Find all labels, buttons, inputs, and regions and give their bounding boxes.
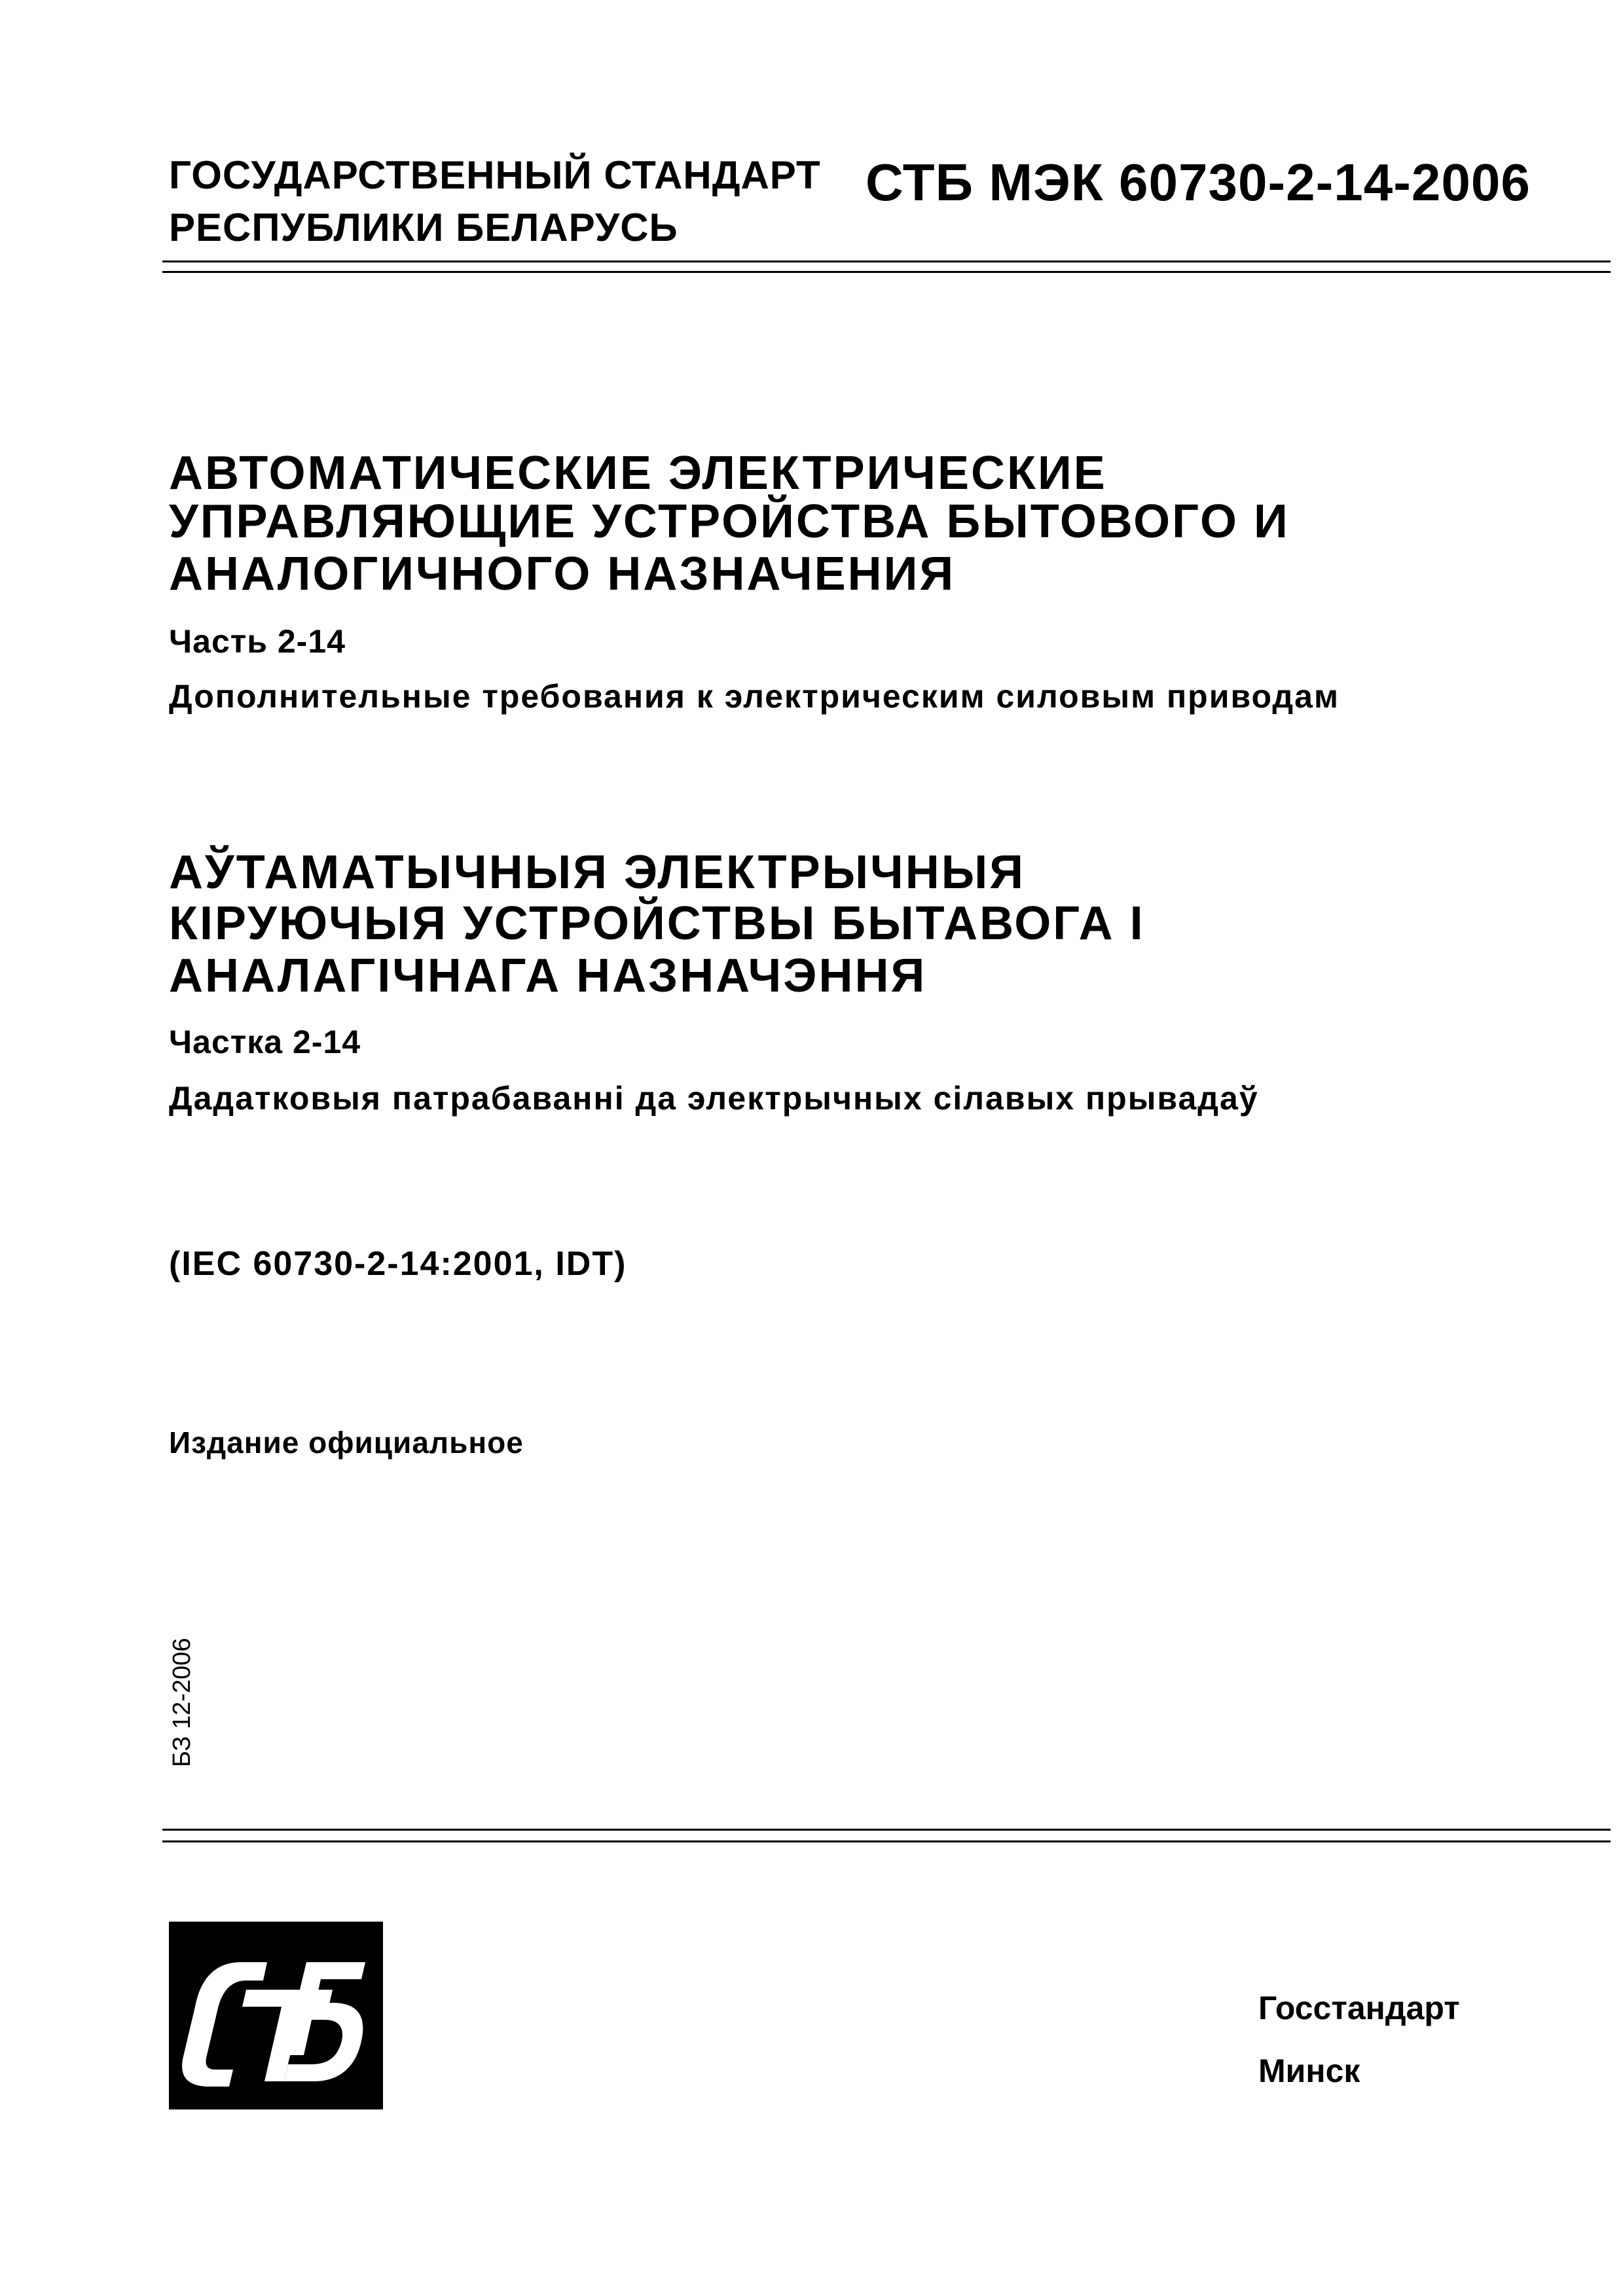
part-ru: Часть 2-14 [169,623,346,660]
title-be-line-2: КІРУЮЧЫЯ УСТРОЙСТВЫ БЫТАВОГА І [169,897,1145,950]
standard-authority [169,149,821,254]
title-ru-line-1: АВТОМАТИЧЕСКИЕ ЭЛЕКТРИЧЕСКИЕ [169,447,1107,499]
footer-divider-bottom [162,1840,1611,1842]
title-ru-line-2: УПРАВЛЯЮЩИЕ УСТРОЙСТВА БЫТОВОГО И [169,495,1290,548]
title-be-line-3: АНАЛАГІЧНАГА НАЗНАЧЭННЯ [169,950,927,1002]
standard-designation: СТБ МЭК 60730-2-14-2006 [866,153,1531,211]
authority-line-1: ГОСУДАРСТВЕННЫЙ СТАНДАРТ [169,153,821,197]
footer-divider-top [162,1829,1611,1831]
authority-line-2: РЕСПУБЛИКИ БЕЛАРУСЬ [169,206,678,249]
header-divider-top [162,260,1611,262]
title-ru-line-3: АНАЛОГИЧНОГО НАЗНАЧЕНИЯ [169,548,956,600]
publisher [1258,1977,1460,2102]
publisher-name: Госстандарт [1258,1990,1460,2026]
stb-logo-icon [169,1922,383,2109]
edition-note: Издание официальное [169,1426,524,1460]
subtitle-ru: Дополнительные требования к электрическим силовым приводам [169,678,1340,715]
header-divider-bottom [162,271,1611,273]
publisher-city: Минск [1258,2053,1360,2089]
bulletin-code: БЗ 12-2006 [168,1638,196,1767]
title-be-line-1: АЎТАМАТЫЧНЫЯ ЭЛЕКТРЫЧНЫЯ [169,846,1025,899]
part-be: Частка 2-14 [169,1024,361,1060]
subtitle-be: Дадатковыя патрабаванні да электрычных сілавых прывадаў [169,1080,1259,1117]
international-reference: (IEC 60730-2-14:2001, IDT) [169,1245,627,1283]
